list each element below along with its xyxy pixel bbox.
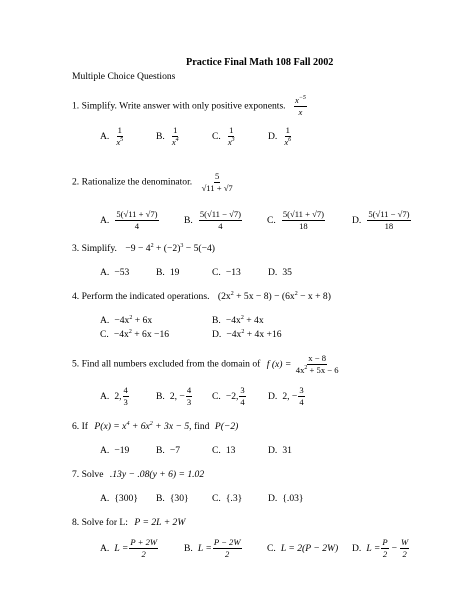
question-5 xyxy=(72,354,341,375)
question-7-option-b[interactable]: B. {30} xyxy=(156,493,189,504)
question-2 xyxy=(72,172,235,193)
question-2-option-c[interactable]: C. $\frac{5(√11 + √7)}{18}$ xyxy=(267,209,324,232)
question-4-option-b[interactable]: B. $-4x^2 + 4x$ xyxy=(212,315,264,326)
question-3-option-b[interactable]: B. 19 xyxy=(156,267,180,278)
question-4-option-d[interactable]: D. $-4x^2 + 4x +16$ xyxy=(212,329,282,340)
question-1 xyxy=(72,96,308,117)
question-1-option-c[interactable]: C. $\frac{1}{x^3}$ xyxy=(212,125,235,148)
question-5-option-a[interactable]: A. 2, $\frac{4}{3}$ xyxy=(100,385,128,408)
question-1-option-b[interactable]: B. $\frac{1}{x^4}$ xyxy=(156,125,179,148)
section-heading: Multiple Choice Questions xyxy=(72,71,176,82)
question-6-option-b[interactable]: B. −7 xyxy=(156,445,181,456)
question-8-expression: P = 2L + 2W xyxy=(134,517,186,528)
question-2-expression: $\frac{5}{√11 + √7}$ xyxy=(201,171,233,194)
question-6-option-c[interactable]: C. 13 xyxy=(212,445,236,456)
page-title: Practice Final Math 108 Fall 2002 xyxy=(186,57,334,68)
question-5-option-b[interactable]: B. 2, − $\frac{4}{3}$ xyxy=(156,385,192,408)
question-3-option-d[interactable]: D. 35 xyxy=(268,267,292,278)
question-8 xyxy=(72,518,185,528)
question-1-expression: $\frac{x^{-5}}{x}$ xyxy=(295,95,306,118)
question-8-option-d[interactable]: D. L = $\frac{P}{2}$ − $\frac{W}{2}$ xyxy=(352,537,409,560)
question-1-option-a[interactable]: A. $\frac{1}{x^5}$ xyxy=(100,125,124,148)
question-2-option-b[interactable]: B. $\frac{5(√11 - √7)}{4}$ xyxy=(184,209,241,232)
question-3-option-c[interactable]: C. −13 xyxy=(212,267,241,278)
question-2-prompt: 2. Rationalize the denominator. xyxy=(72,176,193,188)
question-7-prompt: 7. Solve xyxy=(72,469,104,480)
question-5-function: f (x) = xyxy=(266,358,292,370)
question-4-expression: $(2x^2 + 5x - 8) - (6x^2 - x + 8)$ xyxy=(217,291,331,302)
question-2-option-d[interactable]: D. $\frac{5(√11 - √7)}{18}$ xyxy=(352,209,410,232)
question-5-prompt: 5. Find all numbers excluded from the domain of xyxy=(72,358,261,370)
question-8-option-a[interactable]: A. L = $\frac{P + 2W}{2}$ xyxy=(100,537,158,560)
question-4-option-a[interactable]: A. $-4x^2 + 6x$ xyxy=(100,315,153,326)
question-4 xyxy=(72,292,331,302)
question-5-option-d[interactable]: D. 2, − $\frac{3}{4}$ xyxy=(268,385,304,408)
question-8-prompt: 8. Solve for L: xyxy=(72,517,128,528)
question-3-prompt: 3. Simplify. xyxy=(72,243,117,254)
question-7-option-c[interactable]: C. {.3} xyxy=(212,493,243,504)
question-1-prompt: 1. Simplify. Write answer with only positive exponents. xyxy=(72,100,286,112)
question-6-option-a[interactable]: A. −19 xyxy=(100,445,130,456)
question-3 xyxy=(72,244,215,254)
question-6-tail: , find xyxy=(189,421,210,432)
question-1-option-d[interactable]: D. $\frac{1}{x^6}$ xyxy=(268,125,292,148)
question-6-find: P(−2) xyxy=(214,421,239,432)
question-6-prompt: 6. If xyxy=(72,421,88,432)
question-4-prompt: 4. Perform the indicated operations. xyxy=(72,291,210,302)
question-3-option-a[interactable]: A. −53 xyxy=(100,267,130,278)
question-2-option-a[interactable]: A. $\frac{5(√11 + √7)}{4}$ xyxy=(100,209,158,232)
question-7 xyxy=(72,470,204,480)
question-7-option-d[interactable]: D. {.03} xyxy=(268,493,304,504)
question-4-option-c[interactable]: C. $-4x^2 + 6x -16$ xyxy=(100,329,170,340)
question-6-expression: $P(x) = x^4 + 6x^2 + 3x - 5$ xyxy=(94,421,190,432)
question-5-option-c[interactable]: C. −2, $\frac{3}{4}$ xyxy=(212,385,245,408)
question-7-option-a[interactable]: A. {300} xyxy=(100,493,138,504)
question-8-option-c[interactable]: C. L = 2(P − 2W) xyxy=(267,543,339,554)
question-8-option-b[interactable]: B. L = $\frac{P - 2W}{2}$ xyxy=(184,537,241,560)
question-6-option-d[interactable]: D. 31 xyxy=(268,445,292,456)
question-5-expression: $\frac{x - 8}{4x^2 + 5x - 6}$ xyxy=(295,353,339,376)
question-3-expression: $-9 - 4^2 + (-2)^3 - 5(-4)$ xyxy=(125,243,215,254)
question-6 xyxy=(72,422,238,432)
question-7-expression: .13y − .08(y + 6) = 1.02 xyxy=(109,469,205,480)
